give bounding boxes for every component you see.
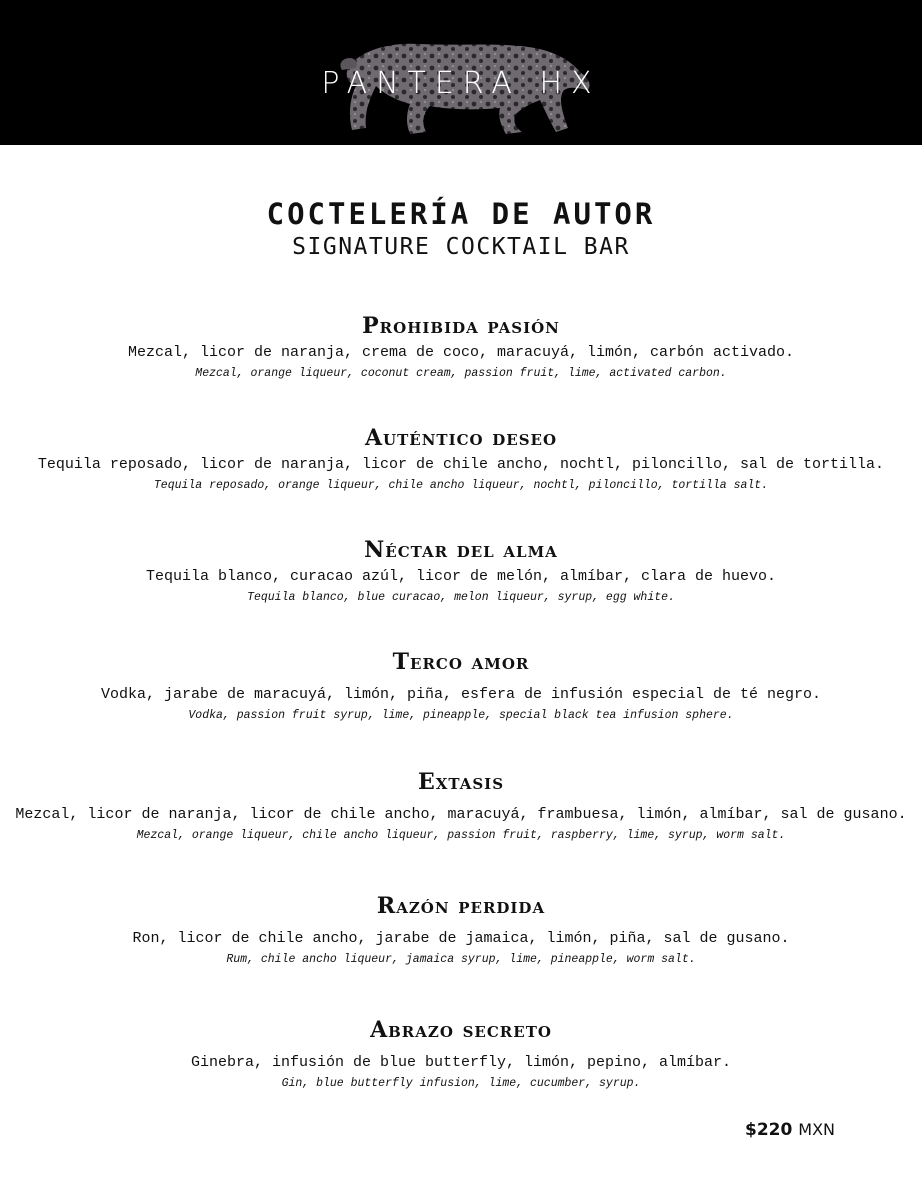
cocktail-ingredients-es: Mezcal, licor de naranja, licor de chile ancho, maracuyá, frambuesa, limón, almíbar, sal de gusano. [15, 806, 907, 823]
cocktail-ingredients-en: Mezcal, orange liqueur, chile ancho liqueur, passion fruit, raspberry, lime, syrup, worm salt. [136, 829, 786, 842]
cocktail-item [0, 312, 922, 384]
cocktail-ingredients-en: Tequila blanco, blue curacao, melon liqueur, syrup, egg white. [247, 591, 675, 604]
header-banner [0, 0, 922, 145]
title-english: SIGNATURE COCKTAIL BAR [292, 234, 630, 260]
cocktail-ingredients-en: Rum, chile ancho liqueur, jamaica syrup, lime, pineapple, worm salt. [226, 953, 696, 966]
cocktail-item [0, 424, 922, 496]
cocktail-name: Prohibida pasión [362, 313, 560, 339]
cocktail-ingredients-es: Tequila blanco, curacao azúl, licor de melón, almíbar, clara de huevo. [145, 568, 777, 585]
price-label [745, 1120, 835, 1140]
cocktail-item [0, 536, 922, 608]
cocktail-item [0, 892, 922, 970]
cocktail-ingredients-es: Vodka, jarabe de maracuyá, limón, piña, esfera de infusión especial de té negro. [100, 686, 822, 703]
cocktail-name: Abrazo secreto [370, 1017, 552, 1043]
cocktail-item [0, 768, 922, 846]
cocktail-ingredients-es: Ron, licor de chile ancho, jarabe de jamaica, limón, piña, sal de gusano. [132, 930, 790, 947]
cocktail-ingredients-es: Mezcal, licor de naranja, crema de coco, maracuyá, limón, carbón activado. [127, 344, 795, 361]
title-spanish: COCTELERÍA DE AUTOR [266, 197, 656, 231]
cocktail-name: Auténtico deseo [364, 425, 558, 451]
menu-title [0, 196, 922, 262]
price-currency: MXN [798, 1120, 835, 1139]
cocktail-ingredients-en: Tequila reposado, orange liqueur, chile ancho liqueur, nochtl, piloncillo, tortilla salt. [153, 479, 769, 492]
cocktail-ingredients-es: Tequila reposado, licor de naranja, licor de chile ancho, nochtl, piloncillo, sal de tortilla. [37, 456, 885, 473]
cocktail-item [0, 648, 922, 726]
cocktail-name: Néctar del alma [364, 537, 558, 563]
cocktail-name: Terco amor [392, 649, 530, 675]
cocktail-name: Razón perdida [376, 893, 546, 919]
brand-name: PANTERA HX [321, 66, 601, 101]
cocktail-ingredients-es: Ginebra, infusión de blue butterfly, limón, pepino, almíbar. [190, 1054, 732, 1071]
cocktail-item [0, 1016, 922, 1094]
price-amount: $220 [745, 1120, 793, 1140]
cocktail-ingredients-en: Gin, blue butterfly infusion, lime, cucumber, syrup. [281, 1077, 641, 1090]
cocktail-name: Extasis [417, 769, 505, 795]
cocktail-ingredients-en: Mezcal, orange liqueur, coconut cream, passion fruit, lime, activated carbon. [195, 367, 727, 380]
cocktail-ingredients-en: Vodka, passion fruit syrup, lime, pineapple, special black tea infusion sphere. [188, 709, 734, 722]
